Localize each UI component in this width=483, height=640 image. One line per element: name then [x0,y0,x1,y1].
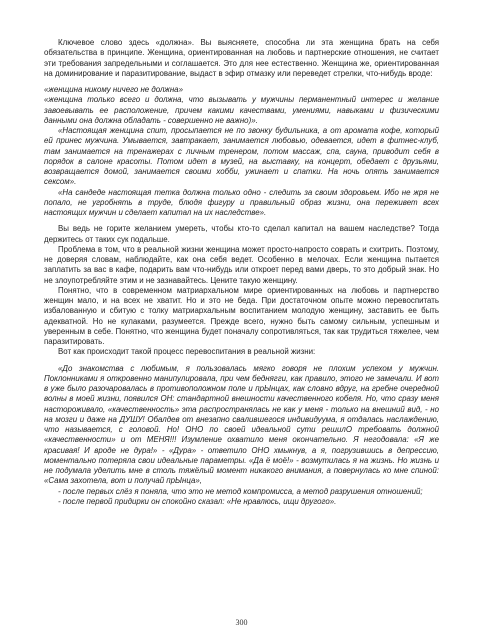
quote-line: «женщина только всего и должна, что вызывать у мужчины перманентный интерес и желание завоевывать ее расположение, причем какими качествами, умениями, навыками и физическими данными она должна обладать - совершенно не важно)». [44,95,439,125]
paragraph: Вы ведь не горите желанием умереть, чтобы кто-то сделал капитал на вашем наследстве? Тогда держитесь от таких сук подальше. [44,224,439,244]
quote-story: - после первых слёз я поняла, что это не метод компромисса, а метод разрушения отношений; [58,486,423,496]
quote-story: «До знакомства с любимым, я пользовалась мягко говоря не плохим успехом у мужчин. Поклонниками я откровенно манипулировала, при чем беднягги, как правило, этого не замечали. И вот в уже было разочаровалась в противоположном поле и прЫнцах, как словно вдруг, на гребне очередной волны в моей жизни, появился ОН: стандартной внешности качественного кобеля. Но, что сразу меня настороживало, «качественность» эта распространялась не как у меня - только на внешний вид, - но на мозги и даже на ДУШУ! Обалдев от внезапно свалившегося индивидуума, я отдалась наслаждению, что называется, с головой. Но! ОНО по своей идеальной сути решилО требовать должной «качественности» и от МЕНЯ!!! Изумление охватило меня окончательно. Я негодовала: «Я же красивая! И вроде не дура!» - «Дура» - ответило ОНО хмыкнув, а я, погрузившись в депрессию, моментально потеряла свои идеальные параметры. «Да ё моё!» - возмутилась я на жизнь. Но жизнь и не подумала уделить мне в столь тяжёлый момент никакого внимания, а повернулась ко мне спиной: «Сама захотела, вот и получай прЫнца», [44,363,439,486]
page-number: 300 [235,618,248,627]
paragraph: Проблема в том, что в реальной жизни женщина может просто-напросто соврать и схитрить. Поэтому, не доверяя словам, наблюдайте, как она себя ведет. Особенно в мелочах. Если женщина пытается заплатить за вас в кафе, подарить вам что-нибудь или откроет перед вами дверь, то это добрый знак. Но не злоупотребляйте этим и не зазнавайтесь. Цените такую женщину. [44,244,439,285]
quote-story: - после первой придирки он спокойно сказал: «Не нравлюсь, ищи другого». [58,496,337,506]
paragraph-intro: Ключевое слово здесь «должна». Вы выясняете, способна ли эта женщина брать на себя обязательства в принципе. Женщина, ориентированная на любовь и партнерские отношения, не считает эти требования запредельными и соглашается. Это для нее естественно. Женщина же, ориентированная на доминирование и паразитирование, выдаст в эфир отмазку или переведет стрелки, что-нибудь вроде: [44,38,439,78]
quote-line: «Настоящая женщина спит, просыпается не по звонку будильника, а от аромата кофе, который ей принес мужчина. Умывается, завтракает, занимается любовью, одевается, идет в фитнес-клуб, там занимается на тренажерах с личным тренером, потом массаж, спа, сауна, приводит себя в порядок в салоне красоты. Потом идет в музей, на выставку, на концерт, обедает с друзьями, возвращается домой, занимается своими хобби, ужинает и спатки. На ночь опять занимается сексом». [44,126,439,187]
paragraph: Понятно, что в современном матриархальном мире ориентированных на любовь и партнерство женщин мало, и на всех не хватит. Но и это не беда. При достаточном опыте можно перевоспитать избалованную и сбитую с толку матриархальным воспитанием молодую женщину, заставить ее быть адекватной. Но не кулаками, разумеется. Прежде всего, нужно быть самому сильным, успешным и уверенным в себе. Понятно, что женщина будет поначалу сопротивляться, так как трудиться тяжелее, чем паразитировать. [44,285,439,346]
quote-line: «женщина никому ничего не должна» [44,85,183,94]
quote-line: «На сандеде настоящая тетка должна только одно - следить за своим здоровьем. Ибо не жря не попало, не угробнять в труде, блюдя фигуру и правильный образ жизни, она переживет всех настоящих мужчин и сделает капитал на их наследстве». [44,187,439,217]
paragraph: Вот как происходит такой процесс перевоспитания в реальной жизни: [58,347,316,357]
